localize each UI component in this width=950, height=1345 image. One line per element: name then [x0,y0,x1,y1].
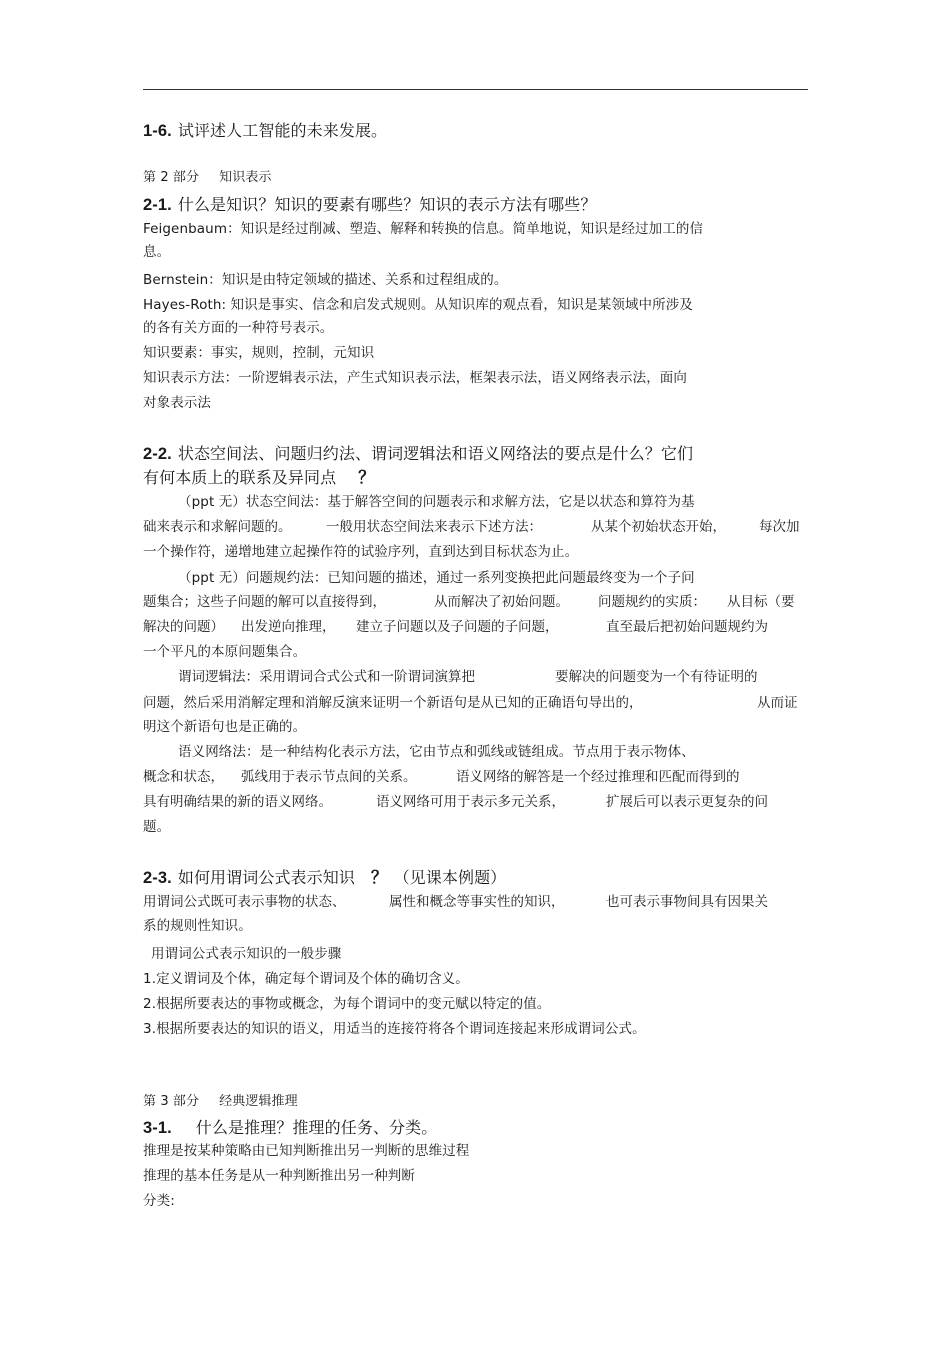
answer-line: 知识表示方法：一阶逻辑表示法，产生式知识表示法，框架表示法，语义网络表示法，面向 [143,370,687,386]
answer-line: （ppt 无）状态空间法：基于解答空间的问题表示和求解方法，它是以状态和算符为基 [178,494,695,510]
answer-fragment: 出发逆向推理， [241,619,336,635]
answer-line: （ppt 无）问题规约法：已知问题的描述，通过一系列变换把此问题最终变为一个子问 [178,570,695,586]
answer-fragment: 解决的问题） [143,619,224,635]
answer-line: 题。 [143,819,171,835]
answer-line [143,768,803,786]
answer-fragment: 概念和状态， [143,769,224,785]
question-1-6: 1-6. 试评述人工智能的未来发展。 [143,121,388,140]
question-2-3: 2-3. 如何用谓词公式表示知识 ？ （见课本例题） [143,868,507,887]
answer-line [143,518,803,536]
answer-line: 一个操作符，递增地建立起操作符的试验序列，直到达到目标状态为止。 [143,544,579,560]
answer-fragment: 从目标（要 [727,594,795,610]
answer-line: Hayes-Roth: 知识是事实、信念和启发式规则。从知识库的观点看，知识是某领域中所涉及 [143,297,693,313]
answer-fragment: 一般用状态空间法来表示下述方法： [326,519,542,535]
answer-line: 息。 [143,244,171,260]
step-item: 1.定义谓词及个体，确定每个谓词及个体的确切含义。 [143,971,469,987]
answer-fragment: 从而解决了初始问题。 [434,594,569,610]
answer-line [143,593,803,611]
section-2-heading: 第 2 部分 知识表示 [143,170,272,185]
answer-fragment: 语义网络的解答是一个经过推理和匹配而得到的 [456,769,740,785]
answer-fragment: 从而证 [757,695,798,711]
header-rule [143,89,808,90]
answer-line: 分类: [143,1193,175,1209]
answer-line: 明这个新语句也是正确的。 [143,719,307,735]
answer-fragment: 要解决的问题变为一个有待证明的 [555,669,758,685]
answer-line [143,893,803,911]
answer-fragment: 具有明确结果的新的语义网络。 [143,794,332,810]
step-item: 3.根据所要表达的知识的语义，用适当的连接符将各个谓词连接起来形成谓词公式。 [143,1021,646,1037]
answer-line: 对象表示法 [143,395,211,411]
answer-fragment: 础来表示和求解问题的。 [143,519,292,535]
answer-fragment: 建立子问题以及子问题的子问题， [356,619,559,635]
answer-line: 推理是按某种策略由已知判断推出另一判断的思维过程 [143,1143,470,1159]
answer-fragment: 语义网络可用于表示多元关系， [376,794,565,810]
answer-fragment: 也可表示事物间具有因果关 [606,894,768,910]
answer-fragment: 问题，然后采用消解定理和消解反演来证明一个新语句是从已知的正确语句导出的， [143,695,643,711]
answer-fragment: 用谓词公式既可表示事物的状态、 [143,894,346,910]
answer-line [143,793,803,811]
answer-line: 系的规则性知识。 [143,918,252,934]
answer-fragment: 题集合；这些子问题的解可以直接得到， [143,594,386,610]
question-2-1: 2-1. 什么是知识？知识的要素有哪些？知识的表示方法有哪些？ [143,195,597,214]
answer-line: 推理的基本任务是从一种判断推出另一种判断 [143,1168,415,1184]
answer-line: Feigenbaum：知识是经过削减、塑造、解释和转换的信息。简单地说，知识是经过加工的信 [143,221,704,237]
answer-fragment: 扩展后可以表示更复杂的问 [606,794,768,810]
answer-line [143,694,803,712]
step-item: 2.根据所要表达的事物或概念，为每个谓词中的变元赋以特定的值。 [143,996,551,1012]
answer-fragment: 谓词逻辑法：采用谓词合式公式和一阶谓词演算把 [178,669,475,685]
answer-fragment: 弧线用于表示节点间的关系。 [241,769,417,785]
answer-line [178,668,803,686]
answer-fragment: 直至最后把初始问题规约为 [606,619,768,635]
answer-fragment: 属性和概念等事实性的知识， [389,894,565,910]
answer-fragment: 问题规约的实质： [598,594,706,610]
question-2-2-cont: 有何本质上的联系及异同点 ？ [143,468,375,487]
answer-line: 一个平凡的本原问题集合。 [143,644,307,660]
answer-line: Bernstein：知识是由特定领域的描述、关系和过程组成的。 [143,272,508,288]
answer-line: 语义网络法：是一种结构化表示方法，它由节点和弧线或链组成。节点用于表示物体、 [178,744,695,760]
answer-line [143,618,803,636]
answer-line: 的各有关方面的一种符号表示。 [143,320,334,336]
section-3-heading: 第 3 部分 经典逻辑推理 [143,1094,298,1109]
answer-fragment: 每次加 [759,519,800,535]
question-3-1: 3-1. 什么是推理？推理的任务、分类。 [143,1118,438,1137]
answer-fragment: 从某个初始状态开始， [591,519,726,535]
question-2-2: 2-2. 状态空间法、问题归约法、谓词逻辑法和语义网络法的要点是什么？它们 [143,444,694,463]
steps-title: 用谓词公式表示知识的一般步骤 [151,946,342,962]
answer-line: 知识要素：事实，规则，控制，元知识 [143,345,375,361]
